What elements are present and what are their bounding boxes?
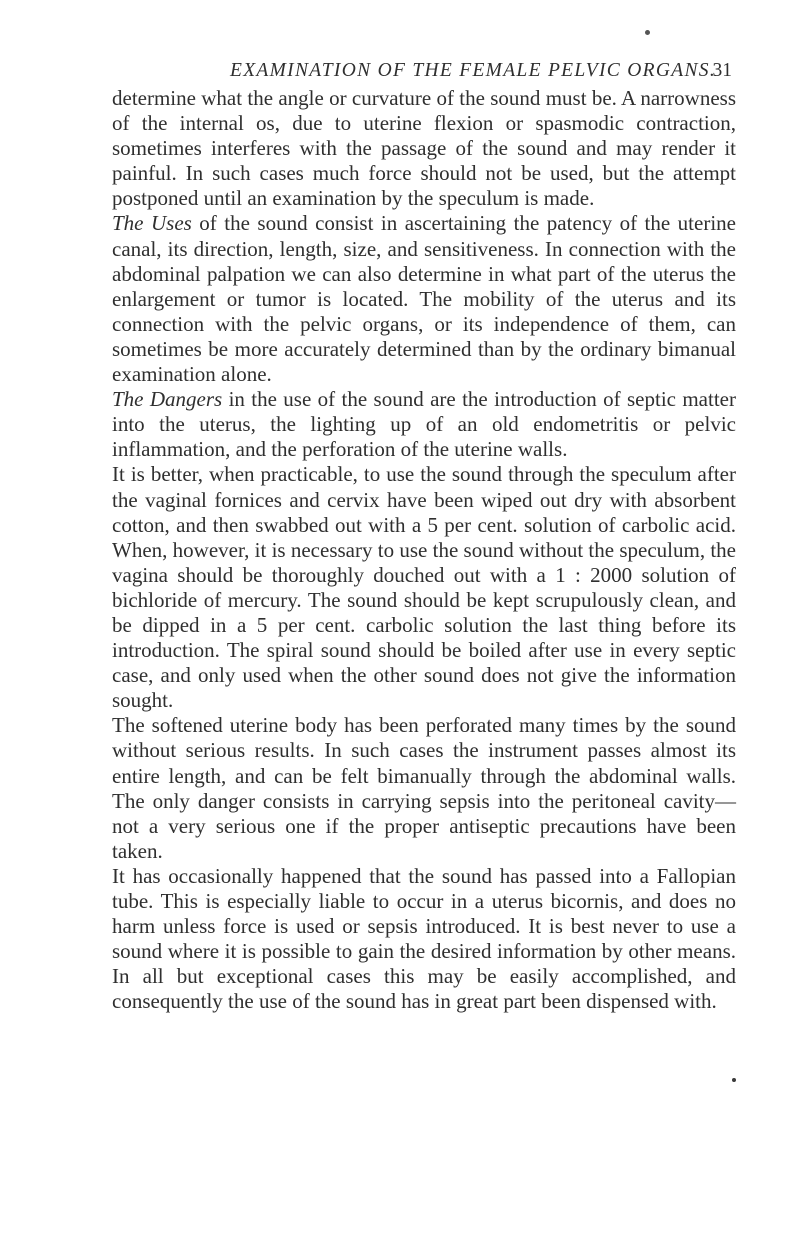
paragraph-text: It is better, when practicable, to use the sound through the speculum after the vaginal fornices and cervix have been wiped out dry with absorbent cotton, and then swabbed out with a 5 per cent. solution of carbolic acid. When, however, it is necessary to use the sound without the speculum, the vagina should be thoroughly douched out with a 1 : 2000 solution of bichloride of mercury. The sound should be kept scrupulously clean, and be dipped in a 5 per cent. carbolic solution the last thing before its introduction. The spiral sound should be boiled after use in every septic case, and only used when the other sound does not give the information sought.: [112, 462, 736, 713]
paragraph-text: It has occasionally happened that the sound has passed into a Fallopian tube. This is especially liable to occur in a uterus bicornis, and does no harm unless force is used or sepsis introduced. It is best never to use a sound where it is possible to gain the desired information by other means. In all but exceptional cases this may be easily accomplished, and consequently the use of the sound has in great part been dispensed with.: [112, 863, 736, 1014]
paragraph-text: The softened uterine body has been perforated many times by the sound without serious results. In such cases the instrument passes almost its entire length, and can be felt bimanually through the abdominal walls. The only danger consists in carrying sepsis into the peritoneal cavity—not a very serious one if the proper antiseptic precautions have been taken.: [112, 713, 736, 863]
paragraph-lead: The Uses: [112, 211, 192, 236]
paragraph-text: in the use of the sound are the introduction of septic matter into the uterus, the lighting up of an old endometritis or pelvic inflammation, and the perforation of the uterine walls.: [112, 387, 736, 462]
paragraph: [112, 211, 736, 387]
body-text: [112, 86, 736, 1014]
paragraph: [112, 462, 736, 713]
paragraph-text: of the sound consist in ascertaining the patency of the uterine canal, its direction, length, size, and sensitiveness. In connection with the abdominal palpation we can also determine in what part of the uterus the enlargement or tumor is located. The mobility of the uterus and its connection with the pelvic organs, or its independence of them, can sometimes be more accurately determined than by the ordinary bimanual examination alone.: [112, 211, 736, 387]
paragraph: [112, 387, 736, 462]
print-speck: [645, 30, 650, 35]
running-head-title: EXAMINATION OF THE FEMALE PELVIC ORGANS.: [230, 60, 717, 81]
running-head: [230, 60, 732, 88]
paragraph: [112, 864, 736, 1015]
paragraph: [112, 713, 736, 864]
paragraph-text: determine what the angle or curvature of the sound must be. A narrowness of the internal os, due to uterine flexion or spasmodic contraction, sometimes interferes with the passage of the sound and may render it painful. In such cases much force should not be used, but the attempt postponed until an examination by the speculum is made.: [112, 86, 736, 211]
print-speck: [732, 1078, 736, 1082]
paragraph: [112, 86, 736, 211]
paragraph-lead: The Dangers: [112, 387, 223, 412]
page-number: 31: [712, 60, 732, 81]
